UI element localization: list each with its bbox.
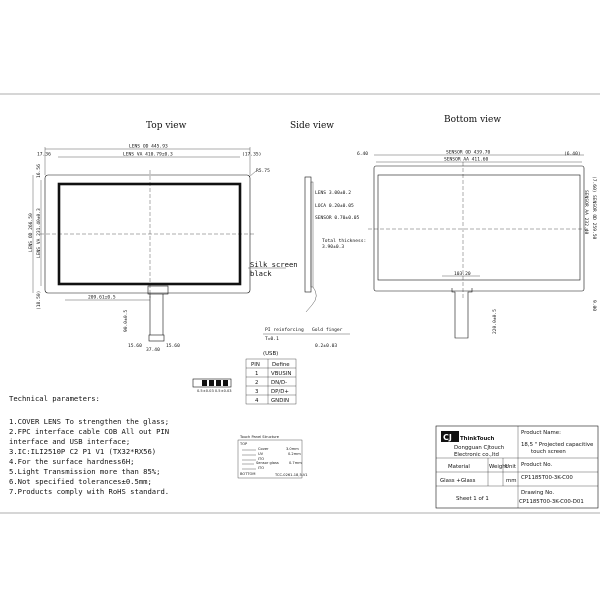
usb-connector-drawing [193,379,232,393]
sensor-active-area [378,175,580,280]
stack-layer: Sensor glass [256,461,279,465]
total-thickness-label: Total thickness: [322,239,367,244]
params-title: Technical parameters: [9,394,100,403]
unit-label: Unit [505,464,516,470]
product-name-1: 18,5 " Projected capacitive [521,442,594,448]
sheet-label: Sheet 1 of 1 [456,496,489,502]
unit-value: mm [506,478,517,484]
lens-od-height: LENS OD 266.50 [29,213,34,252]
stack-layer-thickness: 0.2mm [288,452,301,456]
cj-logo-letters: CJ [443,433,452,442]
material-label: Material [448,464,470,470]
usb-title: (USB) [263,351,279,357]
bottom-fpc-width: 103.20 [454,272,471,277]
stack-layer-thickness: 3.0mm [286,447,299,451]
sensor-od-width: SENSOR OD 439.70 [446,150,491,156]
bottom-right-margin: (6.40) [564,152,581,157]
silk-screen-color: black [250,269,272,278]
lens-thickness: LENS 3.00±0.2 [315,191,351,196]
fpc-w3: 15.60 [166,344,180,349]
bottom-left-margin: 6.40 [357,152,369,157]
lens-outline [45,175,250,293]
param-line: 1.COVER LENS To strengthen the glass; [9,417,170,426]
product-no: CP1185T00-3K-C00 [521,475,573,481]
sensor-thickness: SENSOR 0.70±0.05 [315,216,360,221]
usb-define: DP/D+ [271,389,289,395]
stack-layer: UV [258,452,264,456]
title-block [436,426,598,508]
sensor-aa-height: SENSOR AA 232.40 [583,190,588,235]
total-thickness-value: 3.90±0.3 [322,245,345,250]
usb-pin: 3 [255,389,259,395]
usb-pin: 2 [255,380,259,386]
param-line: 7.Products comply with RoHS standard. [9,487,170,496]
usb-define: DN/D- [271,380,288,386]
technical-parameters [9,394,169,496]
touch-panel-structure [238,435,308,478]
stack-top: TOP [240,442,248,446]
usb-define: GNDIN [271,398,289,404]
usb-pin: 1 [255,371,259,377]
bottom-view [357,150,597,339]
product-name-label: Product Name: [521,430,561,436]
usb-pin: 4 [255,398,259,404]
sensor-outline [374,166,584,291]
drawing-no: CP1185T00-3K-C00-D01 [519,499,584,505]
connector-pin [202,380,207,386]
stack-layer: ITO [258,466,265,470]
fpc-length: 90.0±0.5 [124,309,129,332]
stack-code: TCC-0261-18,5-V1 [275,473,308,477]
bottom-top-margin: (7.60) [591,176,596,193]
top-view-title: Top view [146,121,187,131]
lens-od-width: LENS OD 445.93 [129,144,168,150]
param-line: interface and USB interface; [9,437,131,446]
stack-layer: Cover [258,447,269,451]
bottom-bottom-margin: 9.00 [591,300,596,312]
stack-layer: ITO [258,457,265,461]
fpc-w2: 37.40 [146,348,160,353]
usb-head-define: Define [272,362,290,368]
connector-pin [223,380,228,386]
pi-reinforcing: PI reinforcing [265,328,304,333]
param-line: 6.Not specified tolerances±0.5mm; [9,477,152,486]
bottom-view-title: Bottom view [444,115,502,125]
sensor-od-height: SENSOR OD 259.50 [591,195,596,240]
usb-define: VBUSIN [271,371,292,377]
lens-va-width: LENS VA 410.79±0.3 [123,152,173,158]
stack-layer-thickness: 0.7mm [289,461,302,465]
connector-pin [209,380,214,386]
fpc-position: 209.61±0.5 [88,295,116,301]
bottom-fpc-length: 220.0±0.5 [493,309,498,334]
product-no-label: Product No. [521,462,553,468]
fpc-connector [149,335,164,341]
stack-title: Touch Panel Structure [240,435,280,439]
left-margin: 17.36 [37,152,51,158]
company-line-2: Electronic co.,ltd [454,452,499,458]
param-line: 4.For the surface hardness6H; [9,457,135,466]
lens-va-height: LENS VA 231.40±0.3 [37,208,42,258]
gold-finger: Gold finger [312,328,343,333]
connector-pin [216,380,221,386]
param-line: 3.IC:ILI2510P C2 P1 V1 (TX32*RX56) [9,447,157,456]
fpc-tail [150,294,163,335]
bottom-margin: (18.50) [37,290,42,310]
bottom-fpc [452,288,472,338]
usb-head-pin: PIN [251,362,260,368]
product-name-2: touch screen [531,449,566,455]
sensor-aa-width: SENSOR AA 411.60 [444,157,489,163]
corner-radius: R5.75 [256,169,270,174]
right-margin: (17.35) [242,152,262,158]
fpc-w1: 15.60 [128,344,142,349]
usb-pin-table [246,351,296,404]
material-value: Glass +Glass [440,478,476,484]
loca-thickness: LOCA 0.20±0.05 [315,204,354,209]
side-lens [305,177,311,292]
side-view-title: Side view [290,121,334,131]
stack-bottom: BOTTOM [240,472,256,476]
pi-thickness: T=0.1 [265,337,279,342]
logo-text: ThinkTouch [460,436,495,442]
param-line: 2.FPC interface cable COB All out PIN [9,427,170,436]
top-view [28,144,298,354]
tail-thickness: 0.2±0.03 [315,344,338,349]
weight-label: Weight [489,464,508,470]
param-line: 5.Light Transmission more than 85%; [9,467,161,476]
silk-screen-label: Silk screen [250,260,298,269]
connector-dims: 0.5±0.03 0.5±0.03 [197,389,232,393]
company-line-1: Dongguan CJtouch [454,445,505,451]
top-margin: 16.56 [37,164,42,178]
drawing-no-label: Drawing No. [521,490,555,496]
